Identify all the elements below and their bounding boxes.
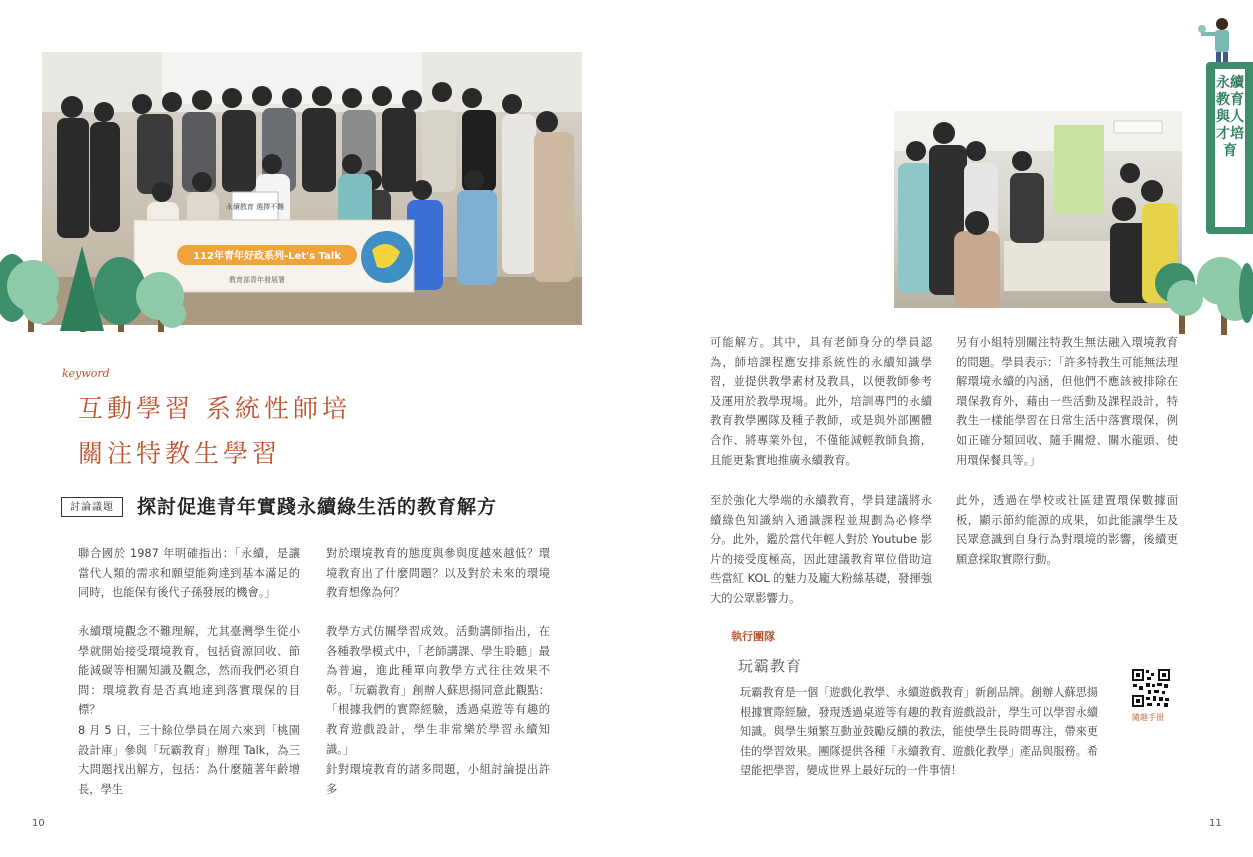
page-number-right: 11 [1209, 818, 1222, 829]
right-col2-para-1: 另有小組特別關注特教生無法融入環境教育的問題。學員表示：「許多特教生可能無法理解環境永續的內涵，但他們不應該被排除在環保教育外，藉由一些活動及課程設計，特教生一樣能學習在日常生活中落實環保，例如正確分類回收、隨手關燈、關水龍頭、使用環保餐具等。」 [956, 336, 1178, 467]
left-col1-para-3: 8 月 5 日，三十餘位學員在周六來到「桃園設計庫」參與「玩霸教育」辦理 Talk，為三大問題找出解方，包括：為什麼隨著年齡增長，學生 [78, 724, 300, 796]
keyword-line-1: 互動學習 系統性師培 [78, 394, 351, 423]
topic-badge: 討論議題 [61, 497, 123, 517]
section-side-tab [1206, 62, 1253, 234]
team-description: 玩霸教育是一個「遊戲化教學、永續遊戲教育」新創品牌。創辦人蘇思揚根據實際經驗，發現透過桌遊等有趣的教育遊戲設計，學生可以學習永續知識。與學生頻繁互動並鼓勵反饋的教法，能使學生長時間專注，帶來更佳的學習效果。團隊提供各種「永續教育、遊戲化教學」產品與服務。希望能把學習，變成世界上最好玩的一件事情！ [740, 686, 1098, 777]
photo-sign-text: 永續教育 選擇不難 [225, 203, 285, 211]
keyword-label: keyword [62, 367, 110, 380]
page-number-left: 10 [32, 818, 45, 829]
tree-illustration-right [1155, 243, 1253, 338]
section-side-tab-label: 永續教育與人才培育 [1216, 75, 1244, 159]
team-name: 玩霸教育 [738, 657, 803, 675]
left-col2-para-1: 對於環境教育的態度與參與度越來越低？環境教育出了什麼問題？以及對於未來的環境教育想像為何？ [326, 547, 550, 600]
qr-code-label: 隨趣手冊 [1132, 713, 1164, 722]
classroom-photo-illustration [894, 111, 1182, 308]
keyword-line-2: 關注特教生學習 [78, 439, 282, 468]
left-col1-para-2: 永續環境觀念不難理解，尤其臺灣學生從小學就開始接受環境教育，包括資源回收、節能減碳等相關知識及觀念，然而我們必須自問：環境教育是否真地達到落實環保的目標？ [78, 625, 300, 717]
classroom-photo [894, 111, 1182, 308]
team-heading: 執行團隊 [731, 630, 775, 643]
qr-code-icon[interactable] [1131, 668, 1171, 708]
right-col1-para-2: 至於強化大學端的永續教育，學員建議將永續綠色知識納入通識課程並規劃為必修學分。此外，鑑於當代年輕人對於 Youtube 影片的接受度極高，因此建議教育單位借助這些當紅 KOL 的魅力及龐大粉絲基礎，發揮強大的公眾影響力。 [710, 494, 932, 605]
left-col2-para-2: 教學方式仿關學習成效。活動講師指出，在各種教學模式中，「老師講課、學生聆聽」最為普遍，進此種單向教學方式往往效果不彰。「玩霸教育」創辦人蘇思揚同意此觀點：「根據我們的實際經驗，透過桌遊等有趣的教育遊戲設計，學生非常樂於學習永續知識。」 [326, 625, 550, 756]
right-col2-para-2: 此外，透過在學校或社區建置環保數據面板，顯示節約能源的成果，如此能讓學生及民眾意識到自身行為對環境的影響，後續更願意採取實際行動。 [956, 494, 1178, 566]
tree-illustration-left [0, 236, 190, 336]
article-title: 探討促進青年實踐永續綠生活的教育解方 [137, 496, 498, 518]
banner-title: 112年青年好政系列-Let's Talk [193, 251, 341, 262]
left-col2-para-3: 針對環境教育的諸多問題，小組討論提出許多 [326, 763, 550, 796]
right-col1-para-1: 可能解方。其中，具有老師身分的學員認為，師培課程應安排系統性的永續知識學習，並提供教學素材及教具，以便教師參考及運用於教學現場。此外，培訓專門的永續教育教學團隊及種子教師，或是與外部團體合作、將專業外包，不僅能減輕教師負擔，且能更紮實地推廣永續教育。 [710, 336, 932, 467]
banner-org: 教育部青年發展署 [229, 276, 285, 284]
left-col1-para-1: 聯合國於 1987 年明確指出：「永續，是讓當代人類的需求和願望能夠達到基本滿足的同時，也能保有後代子孫發展的機會。」 [78, 547, 300, 600]
